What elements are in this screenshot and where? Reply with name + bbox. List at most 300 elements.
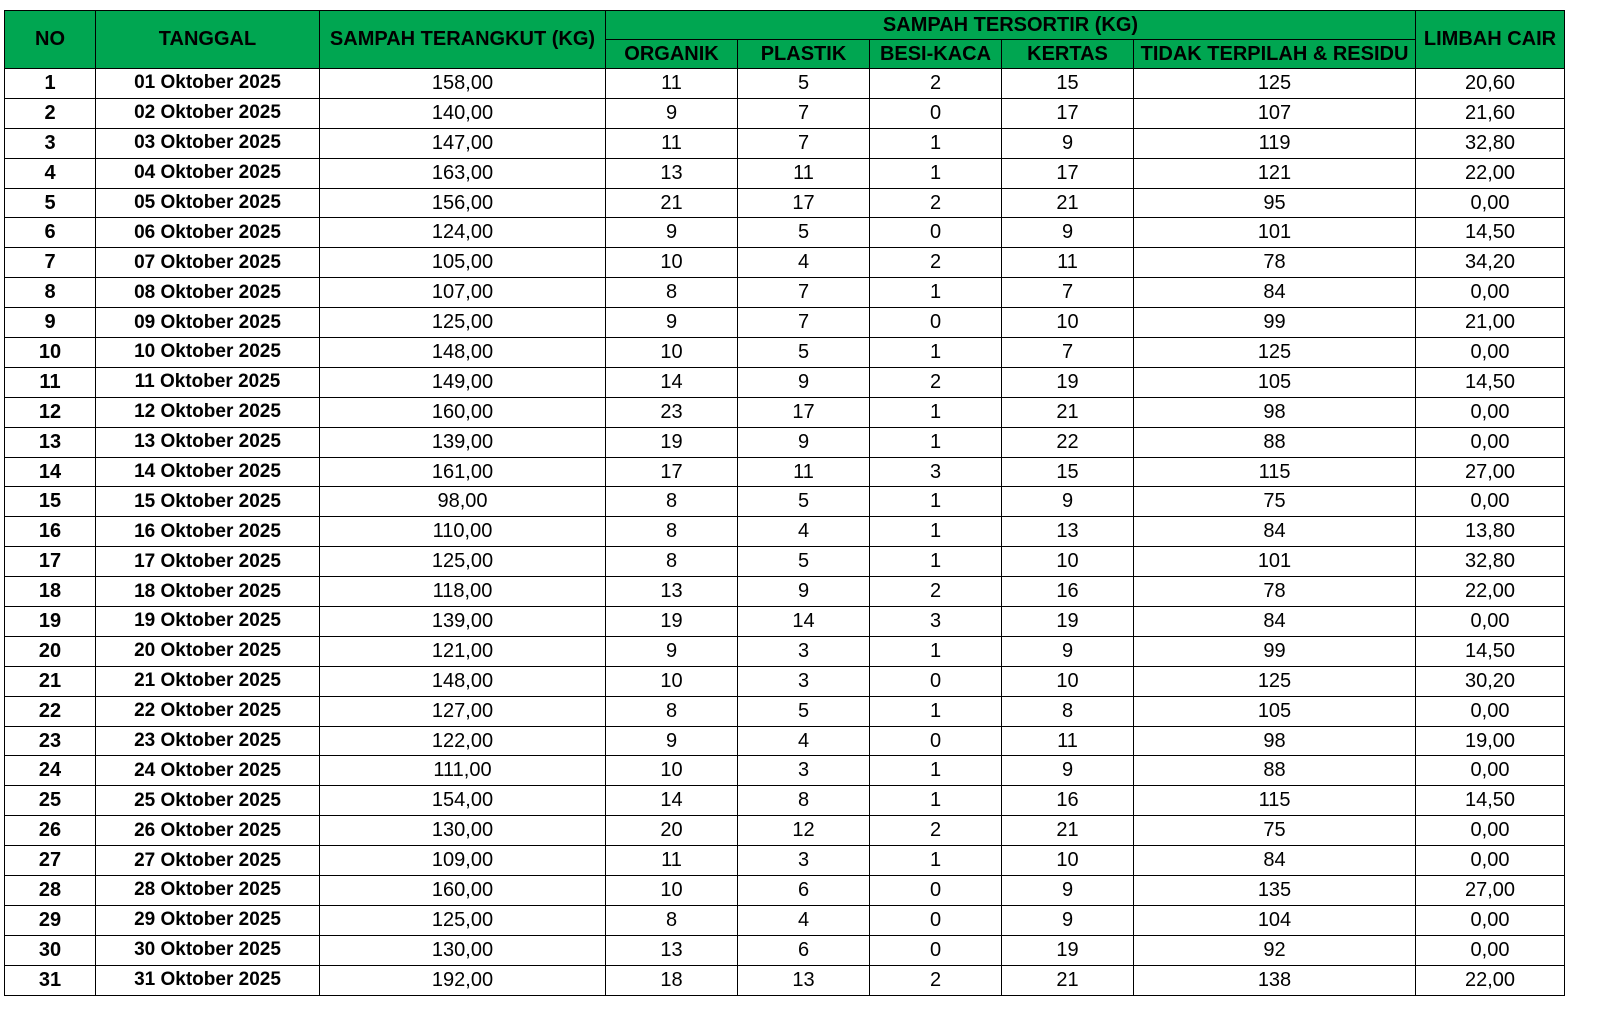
cell-kertas: 10 — [1002, 666, 1134, 696]
cell-kertas: 11 — [1002, 248, 1134, 278]
cell-plastik: 3 — [738, 636, 870, 666]
table-row — [5, 367, 1565, 397]
cell-tanggal: 30 Oktober 2025 — [96, 935, 320, 965]
cell-besi-kaca: 0 — [870, 905, 1002, 935]
cell-terangkut: 156,00 — [320, 188, 606, 218]
cell-besi-kaca: 1 — [870, 338, 1002, 368]
table-row — [5, 308, 1565, 338]
cell-no: 12 — [5, 397, 96, 427]
cell-residu: 98 — [1134, 397, 1416, 427]
cell-organik: 9 — [606, 98, 738, 128]
cell-besi-kaca: 1 — [870, 786, 1002, 816]
cell-tanggal: 04 Oktober 2025 — [96, 158, 320, 188]
cell-residu: 104 — [1134, 905, 1416, 935]
cell-residu: 105 — [1134, 367, 1416, 397]
table-row — [5, 846, 1565, 876]
cell-residu: 78 — [1134, 248, 1416, 278]
cell-no: 27 — [5, 846, 96, 876]
cell-limbah-cair: 0,00 — [1416, 696, 1565, 726]
cell-kertas: 19 — [1002, 935, 1134, 965]
cell-besi-kaca: 0 — [870, 218, 1002, 248]
cell-organik: 8 — [606, 278, 738, 308]
cell-kertas: 9 — [1002, 636, 1134, 666]
cell-residu: 105 — [1134, 696, 1416, 726]
cell-limbah-cair: 14,50 — [1416, 636, 1565, 666]
cell-no: 9 — [5, 308, 96, 338]
cell-kertas: 22 — [1002, 427, 1134, 457]
header-plastik: PLASTIK — [738, 40, 870, 69]
cell-kertas: 9 — [1002, 876, 1134, 906]
cell-limbah-cair: 0,00 — [1416, 487, 1565, 517]
cell-limbah-cair: 22,00 — [1416, 577, 1565, 607]
cell-limbah-cair: 0,00 — [1416, 338, 1565, 368]
cell-terangkut: 140,00 — [320, 98, 606, 128]
cell-tanggal: 25 Oktober 2025 — [96, 786, 320, 816]
cell-plastik: 11 — [738, 158, 870, 188]
cell-organik: 13 — [606, 577, 738, 607]
table-row — [5, 188, 1565, 218]
cell-kertas: 21 — [1002, 188, 1134, 218]
cell-plastik: 13 — [738, 965, 870, 995]
cell-besi-kaca: 0 — [870, 935, 1002, 965]
cell-limbah-cair: 32,80 — [1416, 128, 1565, 158]
header-besi-kaca: BESI-KACA — [870, 40, 1002, 69]
cell-terangkut: 110,00 — [320, 517, 606, 547]
cell-terangkut: 139,00 — [320, 427, 606, 457]
cell-residu: 135 — [1134, 876, 1416, 906]
cell-organik: 14 — [606, 786, 738, 816]
cell-organik: 11 — [606, 846, 738, 876]
header-kertas: KERTAS — [1002, 40, 1134, 69]
cell-no: 15 — [5, 487, 96, 517]
cell-besi-kaca: 2 — [870, 188, 1002, 218]
cell-residu: 84 — [1134, 607, 1416, 637]
cell-residu: 119 — [1134, 128, 1416, 158]
cell-tanggal: 20 Oktober 2025 — [96, 636, 320, 666]
table-row — [5, 427, 1565, 457]
cell-kertas: 16 — [1002, 786, 1134, 816]
cell-no: 19 — [5, 607, 96, 637]
table-row — [5, 457, 1565, 487]
cell-plastik: 5 — [738, 69, 870, 99]
cell-plastik: 12 — [738, 816, 870, 846]
table-row — [5, 98, 1565, 128]
cell-residu: 125 — [1134, 338, 1416, 368]
cell-plastik: 17 — [738, 188, 870, 218]
cell-tanggal: 06 Oktober 2025 — [96, 218, 320, 248]
table-row — [5, 636, 1565, 666]
cell-besi-kaca: 2 — [870, 816, 1002, 846]
cell-no: 30 — [5, 935, 96, 965]
cell-terangkut: 161,00 — [320, 457, 606, 487]
table-row — [5, 69, 1565, 99]
table-row — [5, 577, 1565, 607]
cell-tanggal: 12 Oktober 2025 — [96, 397, 320, 427]
table-row — [5, 965, 1565, 995]
cell-residu: 99 — [1134, 308, 1416, 338]
cell-limbah-cair: 21,00 — [1416, 308, 1565, 338]
cell-terangkut: 147,00 — [320, 128, 606, 158]
cell-residu: 121 — [1134, 158, 1416, 188]
cell-no: 17 — [5, 547, 96, 577]
cell-no: 18 — [5, 577, 96, 607]
cell-kertas: 21 — [1002, 816, 1134, 846]
cell-tanggal: 09 Oktober 2025 — [96, 308, 320, 338]
cell-no: 6 — [5, 218, 96, 248]
cell-no: 26 — [5, 816, 96, 846]
header-organik: ORGANIK — [606, 40, 738, 69]
cell-besi-kaca: 2 — [870, 965, 1002, 995]
cell-organik: 23 — [606, 397, 738, 427]
waste-report-table — [4, 10, 1565, 996]
header-sampah-tersortir: SAMPAH TERSORTIR (KG) — [606, 11, 1416, 40]
cell-residu: 84 — [1134, 517, 1416, 547]
cell-residu: 101 — [1134, 218, 1416, 248]
cell-kertas: 11 — [1002, 726, 1134, 756]
cell-terangkut: 125,00 — [320, 308, 606, 338]
cell-plastik: 14 — [738, 607, 870, 637]
cell-terangkut: 125,00 — [320, 905, 606, 935]
cell-limbah-cair: 0,00 — [1416, 935, 1565, 965]
cell-besi-kaca: 1 — [870, 128, 1002, 158]
cell-organik: 8 — [606, 517, 738, 547]
cell-tanggal: 28 Oktober 2025 — [96, 876, 320, 906]
header-no: NO — [5, 11, 96, 69]
cell-residu: 75 — [1134, 816, 1416, 846]
cell-kertas: 7 — [1002, 278, 1134, 308]
cell-limbah-cair: 30,20 — [1416, 666, 1565, 696]
cell-kertas: 9 — [1002, 218, 1134, 248]
cell-limbah-cair: 27,00 — [1416, 457, 1565, 487]
cell-organik: 8 — [606, 696, 738, 726]
table-row — [5, 547, 1565, 577]
cell-besi-kaca: 0 — [870, 726, 1002, 756]
cell-tanggal: 26 Oktober 2025 — [96, 816, 320, 846]
table-row — [5, 816, 1565, 846]
table-row — [5, 666, 1565, 696]
cell-plastik: 4 — [738, 248, 870, 278]
cell-terangkut: 139,00 — [320, 607, 606, 637]
cell-kertas: 13 — [1002, 517, 1134, 547]
table-row — [5, 696, 1565, 726]
cell-residu: 84 — [1134, 278, 1416, 308]
cell-limbah-cair: 0,00 — [1416, 905, 1565, 935]
cell-plastik: 6 — [738, 876, 870, 906]
cell-residu: 125 — [1134, 666, 1416, 696]
cell-tanggal: 22 Oktober 2025 — [96, 696, 320, 726]
cell-organik: 10 — [606, 248, 738, 278]
cell-residu: 101 — [1134, 547, 1416, 577]
cell-kertas: 15 — [1002, 69, 1134, 99]
cell-tanggal: 13 Oktober 2025 — [96, 427, 320, 457]
cell-tanggal: 15 Oktober 2025 — [96, 487, 320, 517]
table-body — [5, 69, 1565, 996]
cell-tanggal: 11 Oktober 2025 — [96, 367, 320, 397]
header-residu: TIDAK TERPILAH & RESIDU — [1134, 40, 1416, 69]
cell-no: 28 — [5, 876, 96, 906]
cell-tanggal: 29 Oktober 2025 — [96, 905, 320, 935]
cell-besi-kaca: 1 — [870, 158, 1002, 188]
cell-residu: 78 — [1134, 577, 1416, 607]
cell-plastik: 5 — [738, 218, 870, 248]
cell-terangkut: 160,00 — [320, 397, 606, 427]
cell-residu: 88 — [1134, 427, 1416, 457]
header-limbah-cair: LIMBAH CAIR — [1416, 11, 1565, 69]
cell-plastik: 7 — [738, 128, 870, 158]
cell-no: 13 — [5, 427, 96, 457]
cell-residu: 115 — [1134, 786, 1416, 816]
cell-organik: 10 — [606, 756, 738, 786]
cell-organik: 11 — [606, 128, 738, 158]
cell-terangkut: 124,00 — [320, 218, 606, 248]
cell-limbah-cair: 14,50 — [1416, 786, 1565, 816]
cell-kertas: 9 — [1002, 128, 1134, 158]
cell-organik: 17 — [606, 457, 738, 487]
cell-kertas: 10 — [1002, 846, 1134, 876]
cell-kertas: 17 — [1002, 158, 1134, 188]
cell-kertas: 19 — [1002, 367, 1134, 397]
cell-no: 5 — [5, 188, 96, 218]
cell-tanggal: 01 Oktober 2025 — [96, 69, 320, 99]
cell-no: 16 — [5, 517, 96, 547]
cell-organik: 13 — [606, 158, 738, 188]
cell-plastik: 3 — [738, 666, 870, 696]
cell-kertas: 10 — [1002, 547, 1134, 577]
cell-plastik: 8 — [738, 786, 870, 816]
cell-plastik: 7 — [738, 278, 870, 308]
table-row — [5, 876, 1565, 906]
cell-tanggal: 21 Oktober 2025 — [96, 666, 320, 696]
cell-organik: 18 — [606, 965, 738, 995]
cell-no: 14 — [5, 457, 96, 487]
cell-terangkut: 121,00 — [320, 636, 606, 666]
cell-terangkut: 127,00 — [320, 696, 606, 726]
cell-limbah-cair: 34,20 — [1416, 248, 1565, 278]
cell-plastik: 4 — [738, 726, 870, 756]
cell-limbah-cair: 22,00 — [1416, 965, 1565, 995]
cell-no: 20 — [5, 636, 96, 666]
table-row — [5, 158, 1565, 188]
cell-no: 31 — [5, 965, 96, 995]
cell-kertas: 9 — [1002, 756, 1134, 786]
cell-no: 10 — [5, 338, 96, 368]
table-row — [5, 397, 1565, 427]
cell-besi-kaca: 1 — [870, 517, 1002, 547]
table-row — [5, 128, 1565, 158]
cell-terangkut: 98,00 — [320, 487, 606, 517]
cell-besi-kaca: 0 — [870, 666, 1002, 696]
cell-tanggal: 31 Oktober 2025 — [96, 965, 320, 995]
cell-limbah-cair: 0,00 — [1416, 397, 1565, 427]
cell-kertas: 10 — [1002, 308, 1134, 338]
cell-besi-kaca: 1 — [870, 397, 1002, 427]
cell-limbah-cair: 19,00 — [1416, 726, 1565, 756]
cell-limbah-cair: 27,00 — [1416, 876, 1565, 906]
cell-terangkut: 107,00 — [320, 278, 606, 308]
cell-besi-kaca: 0 — [870, 308, 1002, 338]
cell-terangkut: 163,00 — [320, 158, 606, 188]
cell-organik: 11 — [606, 69, 738, 99]
cell-kertas: 21 — [1002, 397, 1134, 427]
cell-no: 1 — [5, 69, 96, 99]
cell-kertas: 19 — [1002, 607, 1134, 637]
cell-residu: 92 — [1134, 935, 1416, 965]
cell-tanggal: 14 Oktober 2025 — [96, 457, 320, 487]
cell-no: 29 — [5, 905, 96, 935]
cell-limbah-cair: 0,00 — [1416, 846, 1565, 876]
cell-residu: 107 — [1134, 98, 1416, 128]
cell-kertas: 9 — [1002, 487, 1134, 517]
cell-plastik: 5 — [738, 338, 870, 368]
cell-terangkut: 130,00 — [320, 935, 606, 965]
cell-residu: 95 — [1134, 188, 1416, 218]
cell-kertas: 7 — [1002, 338, 1134, 368]
cell-limbah-cair: 0,00 — [1416, 756, 1565, 786]
cell-tanggal: 03 Oktober 2025 — [96, 128, 320, 158]
table-row — [5, 338, 1565, 368]
cell-residu: 75 — [1134, 487, 1416, 517]
cell-terangkut: 154,00 — [320, 786, 606, 816]
table-row — [5, 905, 1565, 935]
cell-terangkut: 118,00 — [320, 577, 606, 607]
cell-limbah-cair: 32,80 — [1416, 547, 1565, 577]
table-row — [5, 786, 1565, 816]
cell-organik: 8 — [606, 547, 738, 577]
cell-tanggal: 10 Oktober 2025 — [96, 338, 320, 368]
cell-terangkut: 160,00 — [320, 876, 606, 906]
table-row — [5, 756, 1565, 786]
cell-no: 24 — [5, 756, 96, 786]
cell-limbah-cair: 0,00 — [1416, 188, 1565, 218]
cell-terangkut: 105,00 — [320, 248, 606, 278]
cell-plastik: 17 — [738, 397, 870, 427]
cell-besi-kaca: 3 — [870, 607, 1002, 637]
cell-plastik: 11 — [738, 457, 870, 487]
cell-plastik: 7 — [738, 98, 870, 128]
table-row — [5, 278, 1565, 308]
cell-residu: 88 — [1134, 756, 1416, 786]
cell-no: 3 — [5, 128, 96, 158]
cell-organik: 13 — [606, 935, 738, 965]
cell-organik: 10 — [606, 876, 738, 906]
cell-kertas: 16 — [1002, 577, 1134, 607]
cell-besi-kaca: 2 — [870, 577, 1002, 607]
cell-residu: 98 — [1134, 726, 1416, 756]
cell-limbah-cair: 21,60 — [1416, 98, 1565, 128]
cell-tanggal: 17 Oktober 2025 — [96, 547, 320, 577]
cell-limbah-cair: 0,00 — [1416, 278, 1565, 308]
cell-no: 21 — [5, 666, 96, 696]
cell-plastik: 6 — [738, 935, 870, 965]
cell-no: 25 — [5, 786, 96, 816]
cell-organik: 19 — [606, 427, 738, 457]
table-row — [5, 607, 1565, 637]
cell-organik: 10 — [606, 338, 738, 368]
cell-organik: 9 — [606, 726, 738, 756]
cell-terangkut: 148,00 — [320, 666, 606, 696]
cell-organik: 14 — [606, 367, 738, 397]
cell-besi-kaca: 1 — [870, 427, 1002, 457]
cell-terangkut: 158,00 — [320, 69, 606, 99]
cell-plastik: 9 — [738, 577, 870, 607]
cell-no: 11 — [5, 367, 96, 397]
cell-besi-kaca: 2 — [870, 367, 1002, 397]
cell-plastik: 5 — [738, 696, 870, 726]
cell-besi-kaca: 1 — [870, 756, 1002, 786]
cell-plastik: 5 — [738, 487, 870, 517]
cell-limbah-cair: 0,00 — [1416, 427, 1565, 457]
cell-plastik: 9 — [738, 367, 870, 397]
cell-organik: 20 — [606, 816, 738, 846]
cell-no: 7 — [5, 248, 96, 278]
cell-organik: 8 — [606, 905, 738, 935]
cell-plastik: 3 — [738, 756, 870, 786]
table-row — [5, 517, 1565, 547]
cell-limbah-cair: 0,00 — [1416, 816, 1565, 846]
cell-no: 2 — [5, 98, 96, 128]
cell-organik: 9 — [606, 218, 738, 248]
cell-terangkut: 130,00 — [320, 816, 606, 846]
cell-terangkut: 148,00 — [320, 338, 606, 368]
cell-tanggal: 07 Oktober 2025 — [96, 248, 320, 278]
cell-no: 8 — [5, 278, 96, 308]
cell-limbah-cair: 22,00 — [1416, 158, 1565, 188]
table-row — [5, 726, 1565, 756]
cell-kertas: 15 — [1002, 457, 1134, 487]
cell-plastik: 4 — [738, 905, 870, 935]
cell-besi-kaca: 0 — [870, 876, 1002, 906]
cell-limbah-cair: 20,60 — [1416, 69, 1565, 99]
cell-kertas: 8 — [1002, 696, 1134, 726]
table-row — [5, 218, 1565, 248]
cell-besi-kaca: 2 — [870, 248, 1002, 278]
cell-besi-kaca: 1 — [870, 278, 1002, 308]
cell-residu: 99 — [1134, 636, 1416, 666]
cell-tanggal: 18 Oktober 2025 — [96, 577, 320, 607]
table-row — [5, 487, 1565, 517]
cell-besi-kaca: 1 — [870, 547, 1002, 577]
cell-tanggal: 24 Oktober 2025 — [96, 756, 320, 786]
cell-residu: 138 — [1134, 965, 1416, 995]
cell-tanggal: 27 Oktober 2025 — [96, 846, 320, 876]
cell-no: 23 — [5, 726, 96, 756]
cell-kertas: 17 — [1002, 98, 1134, 128]
cell-tanggal: 16 Oktober 2025 — [96, 517, 320, 547]
cell-organik: 21 — [606, 188, 738, 218]
cell-organik: 9 — [606, 308, 738, 338]
cell-organik: 19 — [606, 607, 738, 637]
table-header — [5, 11, 1565, 69]
cell-tanggal: 05 Oktober 2025 — [96, 188, 320, 218]
header-tanggal: TANGGAL — [96, 11, 320, 69]
cell-plastik: 9 — [738, 427, 870, 457]
cell-besi-kaca: 0 — [870, 98, 1002, 128]
cell-plastik: 4 — [738, 517, 870, 547]
table-row — [5, 248, 1565, 278]
cell-terangkut: 149,00 — [320, 367, 606, 397]
cell-terangkut: 111,00 — [320, 756, 606, 786]
cell-terangkut: 122,00 — [320, 726, 606, 756]
table-row — [5, 935, 1565, 965]
cell-tanggal: 23 Oktober 2025 — [96, 726, 320, 756]
cell-tanggal: 19 Oktober 2025 — [96, 607, 320, 637]
cell-tanggal: 08 Oktober 2025 — [96, 278, 320, 308]
header-sampah-terangkut: SAMPAH TERANGKUT (KG) — [320, 11, 606, 69]
cell-plastik: 7 — [738, 308, 870, 338]
cell-residu: 115 — [1134, 457, 1416, 487]
cell-residu: 84 — [1134, 846, 1416, 876]
cell-plastik: 5 — [738, 547, 870, 577]
